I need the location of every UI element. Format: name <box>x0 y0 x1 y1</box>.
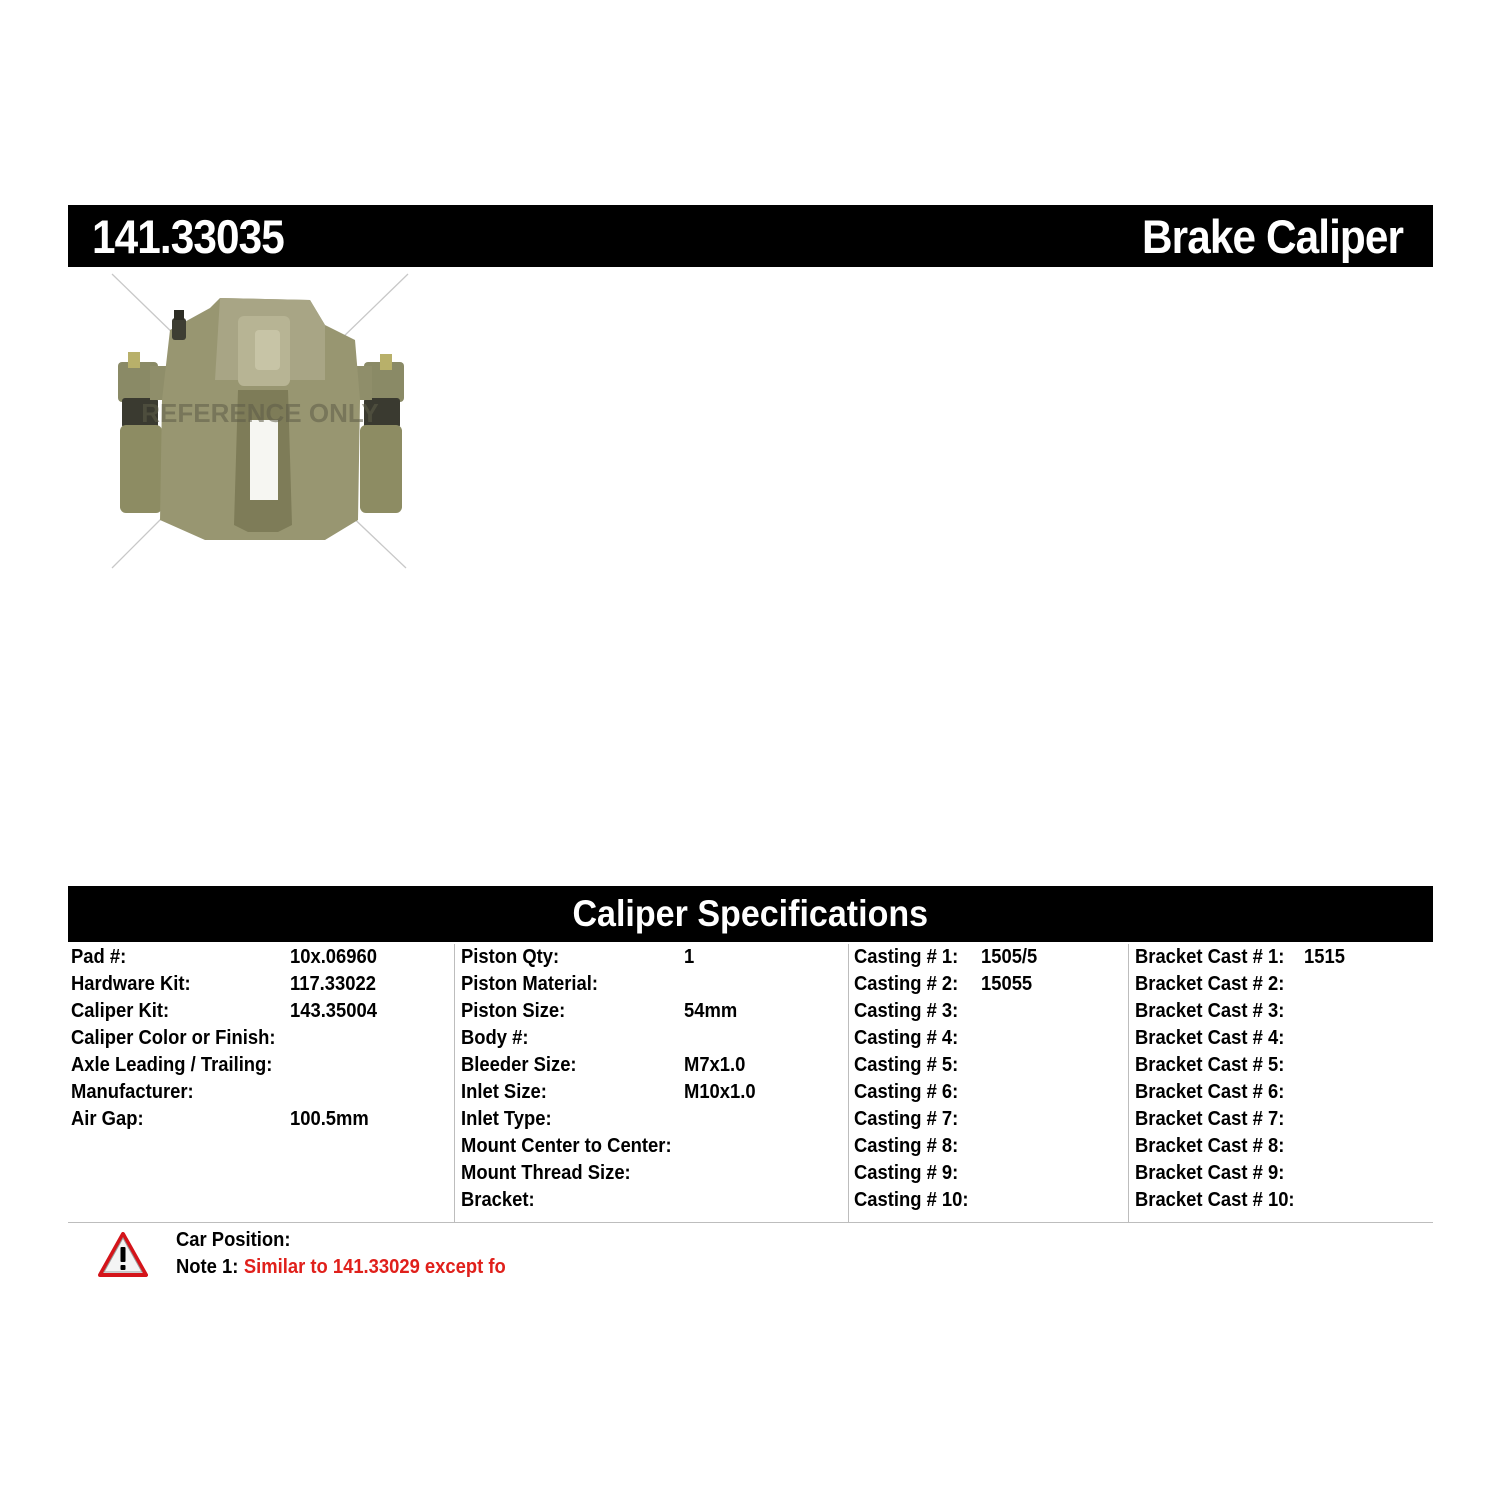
note-1-label: Note 1: <box>176 1256 239 1278</box>
car-position-label: Car Position: <box>176 1229 291 1251</box>
caliper-drawing <box>110 270 410 570</box>
watermark-text: REFERENCE ONLY <box>141 398 379 428</box>
caliper-image <box>110 270 410 570</box>
spec-column-3: Casting # 1: 1505/5 Casting # 2: 15055 Casting # 3: Casting # 4: Casting # 5: Casting # 6: Casting # 7: Casting # 8: Casting # 9: Casting # 10: <box>848 944 1127 1222</box>
part-number: 141.33035 <box>92 210 284 263</box>
title-bar <box>68 205 1433 267</box>
specifications-header <box>68 886 1433 942</box>
warning-triangle-icon <box>98 1232 148 1278</box>
spec-column-4: Bracket Cast # 1: 1515 Bracket Cast # 2: Bracket Cast # 3: Bracket Cast # 4: Bracket Cast # 5: Bracket Cast # 6: Bracket Cast # 7: Bracket Cast # 8: Bracket Cast # 9: Bracket Cast # 10: <box>1128 944 1434 1222</box>
note-1 <box>176 1254 506 1281</box>
spec-column-1: Pad #: 10x.06960 Hardware Kit: 117.33022 Caliper Kit: 143.35004 Caliper Color or Finish: Axle Leading / Trailing: Manufacturer: Air Gap: 100.5mm <box>71 946 377 1130</box>
product-name: Brake Caliper <box>1141 210 1403 263</box>
specifications-title: Caliper Specifications <box>572 893 929 934</box>
spec-column-2: Piston Qty: 1 Piston Material: Piston Size: 54mm Body #: Bleeder Size: M7x1.0 Inlet Size: M10x1.0 Inlet Type: Mount Center to Center: Mount Thread Size: Bracket: <box>454 944 847 1222</box>
bottom-divider <box>68 1222 1433 1223</box>
note-1-text: Similar to 141.33029 except fo <box>243 1256 506 1278</box>
